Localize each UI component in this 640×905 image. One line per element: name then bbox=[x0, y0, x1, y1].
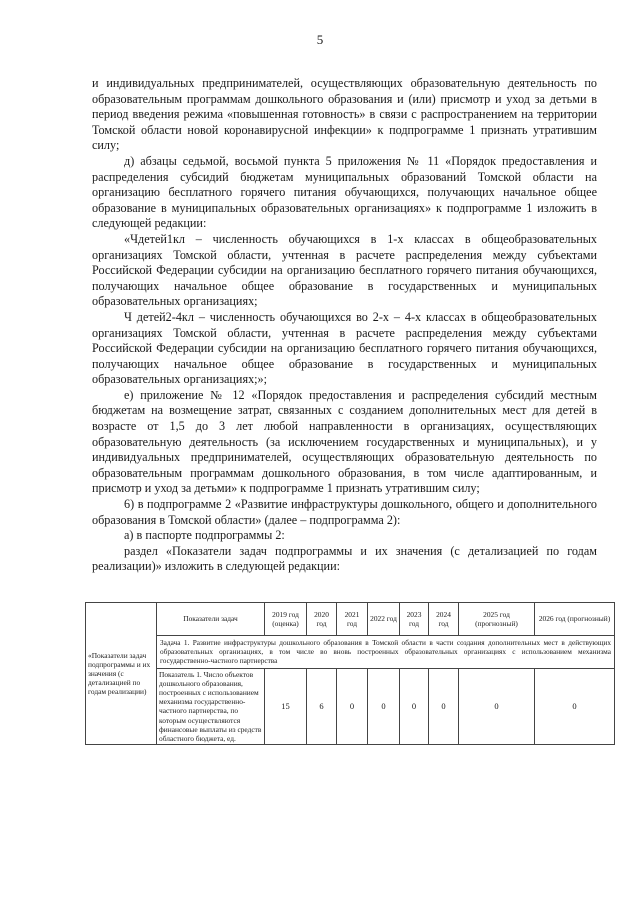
value-2025: 0 bbox=[459, 668, 535, 745]
value-2019: 15 bbox=[265, 668, 307, 745]
paragraph: Ч детей2-4кл – численность обучающихся во 2-х – 4-х классах в общеобразовательных организациях Томской области, учтенная в расчете распределения между субъектами Российской Федерации субсидии на организацию бесплатного горячего питания обучающихся, получающих начальное общее образование в государственных и муниципальных образовательных организациях;»; bbox=[92, 309, 597, 387]
paragraph: а) в паспорте подпрограммы 2: bbox=[124, 528, 285, 543]
paragraph: раздел «Показатели задач подпрограммы и их значения (с детализацией по годам реализации)» изложить в следующей редакции: bbox=[92, 543, 597, 574]
table-task-row bbox=[86, 636, 615, 669]
paragraph: д) абзацы седьмой, восьмой пункта 5 приложения № 11 «Порядок предоставления и распределения субсидий бюджетам муниципальных образований Томской области на организацию бесплатного горячего питания обучающихся, получающих начальное общее образование в муниципальных образовательных организациях» к подпрограмме 1 изложить в следующей редакции: bbox=[92, 153, 597, 231]
value-2024: 0 bbox=[429, 668, 459, 745]
table-header-cell: 2020 год bbox=[307, 603, 337, 636]
task-description: Задача 1. Развитие инфраструктуры дошкольного образования в Томской области в части создания дополнительных мест в действующих образовательных организациях, в том числе во вновь построенных образовательных организациях с использованием механизма государственно-частного партнерства bbox=[157, 636, 615, 669]
document-body bbox=[92, 76, 597, 575]
table-header-cell: Показатели задач bbox=[157, 603, 265, 636]
page-number: 5 bbox=[316, 32, 324, 47]
paragraph: и индивидуальных предпринимателей, осуществляющих образовательную деятельность по образовательным программам дошкольного образования и (или) присмотр и уход за детьми в период введения режима «повышенная готовность» в связи с распространением на территории Томской области новой коронавирусной инфекции» к подпрограмме 1 признать утратившим силу; bbox=[92, 76, 597, 153]
table-header-cell: 2021 год bbox=[337, 603, 368, 636]
table-header-cell: 2024 год bbox=[429, 603, 459, 636]
table-row-label: «Показатели задач подпрограммы и их значения (с детализацией по годам реализации) bbox=[86, 603, 157, 745]
value-2022: 0 bbox=[368, 668, 400, 745]
table-header-row bbox=[86, 603, 615, 636]
table-row bbox=[86, 668, 615, 745]
value-2020: 6 bbox=[307, 668, 337, 745]
table-header-cell: 2019 год (оценка) bbox=[265, 603, 307, 636]
value-2026: 0 bbox=[535, 668, 615, 745]
paragraph: е) приложение № 12 «Порядок предоставления и распределения субсидий местным бюджетам на возмещение затрат, связанных с созданием дополнительных мест для детей в возрасте от 1,5 до 3 лет любой направленности в организациях, осуществляющих образовательную деятельность (за исключением государственных и муниципальных), и у индивидуальных предпринимателей, осуществляющих образовательную деятельность по образовательным программам дошкольного образования, в том числе адаптированным, и присмотр и уход за детьми» к подпрограмме 1 признать утратившим силу; bbox=[92, 387, 597, 496]
table-header-cell: 2025 год (прогнозный) bbox=[459, 603, 535, 636]
indicators-table bbox=[85, 602, 615, 745]
indicator-name: Показатель 1. Число объектов дошкольного образования, построенных с использованием механизма государственно-частного партнерства, по которым осуществляются финансовые выплаты из средств областного бюджета, ед. bbox=[157, 668, 265, 745]
paragraph: 6) в подпрограмме 2 «Развитие инфраструктуры дошкольного, общего и дополнительного образования в Томской области» (далее – подпрограмма 2): bbox=[92, 497, 597, 527]
table-header-cell: 2022 год bbox=[368, 603, 400, 636]
table-header-cell: 2023 год bbox=[400, 603, 429, 636]
paragraph: «Чдетей1кл – численность обучающихся в 1-х классах в общеобразовательных организациях Томской области, учтенная в расчете распределения между субъектами Российской Федерации субсидии на организацию бесплатного горячего питания обучающихся, получающих начальное общее образование в государственных и муниципальных образовательных организациях; bbox=[92, 231, 597, 309]
value-2023: 0 bbox=[400, 668, 429, 745]
value-2021: 0 bbox=[337, 668, 368, 745]
table-header-cell: 2026 год (прогнозный) bbox=[535, 603, 615, 636]
